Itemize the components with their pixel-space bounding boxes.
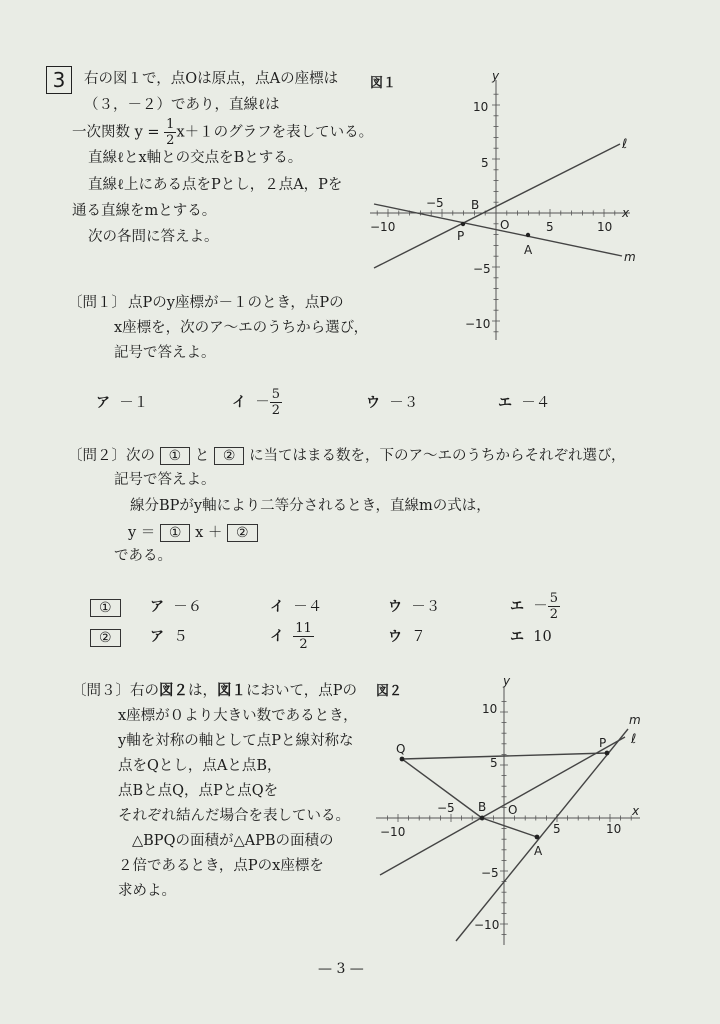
q2-row1-choice-a[interactable]: ア －６ (150, 599, 203, 615)
q1-line-1: 点Pのy座標が－１のとき，点Pの (128, 295, 344, 311)
q2-line-1: 〔問２〕次の ① と ② に当てはまる数を，下のア～エのうちからそれぞれ選び， (68, 448, 626, 464)
fig2-point-P (605, 751, 610, 756)
fig2-label-P: P (599, 736, 607, 750)
q3-line-5: 点Bと点Q，点Pと点Qを (118, 783, 279, 799)
q2-row2-choice-i[interactable]: イ $\frac{11}{2}$ (270, 621, 312, 652)
fig2-label-Q: Q (396, 742, 406, 756)
fig2-tick-x-10: 10 (606, 822, 622, 836)
fig1-title: 図１ (370, 76, 397, 91)
q2-eq-blank-1: ① (160, 524, 191, 542)
fig2-tick-y-neg5: −5 (481, 866, 499, 880)
figure-1 (360, 70, 650, 350)
q3-line-6: それぞれ結んだ場合を表している。 (118, 808, 350, 824)
q3-line-7: △BPQの面積が△APBの面積の (132, 833, 334, 849)
q1-choice-u[interactable]: ウ －３ (366, 395, 419, 411)
q2-row2-choice-e[interactable]: エ 10 (510, 629, 552, 645)
q2-blank-1: ① (160, 447, 191, 465)
q2-row2-choice-u[interactable]: ウ ７ (388, 629, 426, 645)
intro-line-3: 一次関数 y = $\frac{1}{2}$ x＋１のグラフを表している。 (72, 117, 374, 148)
fig2-tick-y-5: 5 (490, 756, 498, 770)
fig2-axis-x-label: x (632, 804, 640, 818)
fig1-tick-x-neg10: −10 (370, 220, 396, 234)
fig2-point-Q (400, 757, 405, 762)
q2-row1-choice-e[interactable]: エ － $\frac{5}{2}$ (510, 591, 558, 622)
q1-line-3: 記号で答えよ。 (114, 345, 216, 361)
fig1-point-P (461, 222, 465, 226)
fig2-tick-y-neg10: −10 (474, 918, 500, 932)
fig1-tick-x-10: 10 (597, 220, 613, 234)
fig2-axis-y-label: y (503, 675, 511, 688)
fig1-label-P: P (457, 229, 465, 243)
q2-row2-box: ② (90, 629, 121, 647)
fig1-line-m (374, 204, 622, 256)
fig1-tick-y-neg10: −10 (465, 317, 491, 331)
q3-line-2: x座標が０より大きい数であるとき， (118, 708, 358, 724)
q3-line-1: 〔問３〕右の図２は，図１において，点Pの (72, 682, 357, 699)
q2-row1-box: ① (90, 599, 121, 617)
q2-row1-choice-u[interactable]: ウ －３ (388, 599, 441, 615)
fig2-label-m: m (629, 713, 641, 727)
fig2-label-A: A (534, 844, 543, 858)
q3-line-3: y軸を対称の軸として点Pと線対称な (118, 733, 354, 749)
fig2-label-O: O (508, 803, 518, 817)
q1-line-2: x座標を，次のア～エのうちから選び， (114, 320, 369, 336)
fig2-point-B (480, 816, 485, 821)
q2-row2-choice-a[interactable]: ア ５ (150, 629, 188, 645)
fig2-segment-AB (482, 818, 537, 837)
q3-line-4: 点をQとし，点Aと点B， (118, 758, 282, 774)
fig2-tick-x-5: 5 (553, 822, 561, 836)
intro-line-2: （３，－２）であり，直線ℓは (84, 97, 280, 113)
q1-label: 〔問１〕 (68, 295, 126, 311)
page-number: — 3 — (318, 961, 364, 977)
q1-choice-i[interactable]: イ － $\frac{5}{2}$ (232, 387, 280, 418)
fig2-tick-y-10: 10 (482, 702, 498, 716)
fig1-line-l (374, 144, 620, 268)
fig2-label-l: ℓ (631, 732, 637, 747)
fig1-label-m: m (624, 250, 636, 264)
fig2-tick-x-neg10: −10 (380, 825, 406, 839)
fig1-label-O: O (500, 218, 510, 232)
q2-row1-choice-i[interactable]: イ －４ (270, 599, 323, 615)
q1-choice-e[interactable]: エ －４ (498, 395, 551, 411)
fig1-axis-x-label: x (622, 206, 630, 220)
fig1-label-B: B (471, 198, 480, 212)
q2-line-2: 記号で答えよ。 (114, 472, 216, 488)
fig1-label-l: ℓ (622, 137, 628, 152)
intro-line-4: 直線ℓとx軸との交点をBとする。 (88, 150, 303, 166)
fig1-tick-y-neg5: −5 (473, 262, 491, 276)
problem-number: 3 (46, 66, 72, 94)
q2-line-5: である。 (114, 548, 172, 564)
fig1-tick-y-5: 5 (481, 156, 489, 170)
intro-line-1: 右の図１で，点Oは原点，点Aの座標は (84, 71, 339, 87)
fig2-point-A (535, 835, 540, 840)
q3-line-8: ２倍であるとき，点Pのx座標を (118, 858, 324, 874)
fig1-tick-x-neg5: −5 (426, 196, 444, 210)
fig2-tick-x-neg5: −5 (437, 801, 455, 815)
intro-line-6: 通る直線をmとする。 (72, 203, 217, 219)
q3-line-9: 求めよ。 (118, 883, 176, 899)
fig2-title: 図２ (376, 684, 403, 699)
q2-blank-2: ② (214, 447, 245, 465)
fig1-label-A: A (524, 243, 533, 257)
fig1-tick-x-5: 5 (546, 220, 554, 234)
q1-choice-a[interactable]: ア －１ (96, 395, 149, 411)
q2-equation: y ＝ ① x ＋ ② (128, 524, 258, 542)
fig1-axis-y-label: y (492, 70, 500, 83)
figure-2 (370, 675, 660, 955)
q2-line-3: 線分BPがy軸により二等分されるとき，直線mの式は， (130, 498, 491, 514)
fig2-line-l (380, 737, 625, 875)
fig2-label-B: B (478, 800, 487, 814)
fig2-line-m (456, 729, 628, 941)
intro-line-5: 直線ℓ上にある点をPとし，２点A，Pを (88, 177, 343, 193)
intro-line-7: 次の各問に答えよ。 (88, 229, 219, 245)
fig1-point-A (526, 233, 530, 237)
fig1-tick-y-10: 10 (473, 100, 489, 114)
q2-eq-blank-2: ② (227, 524, 258, 542)
